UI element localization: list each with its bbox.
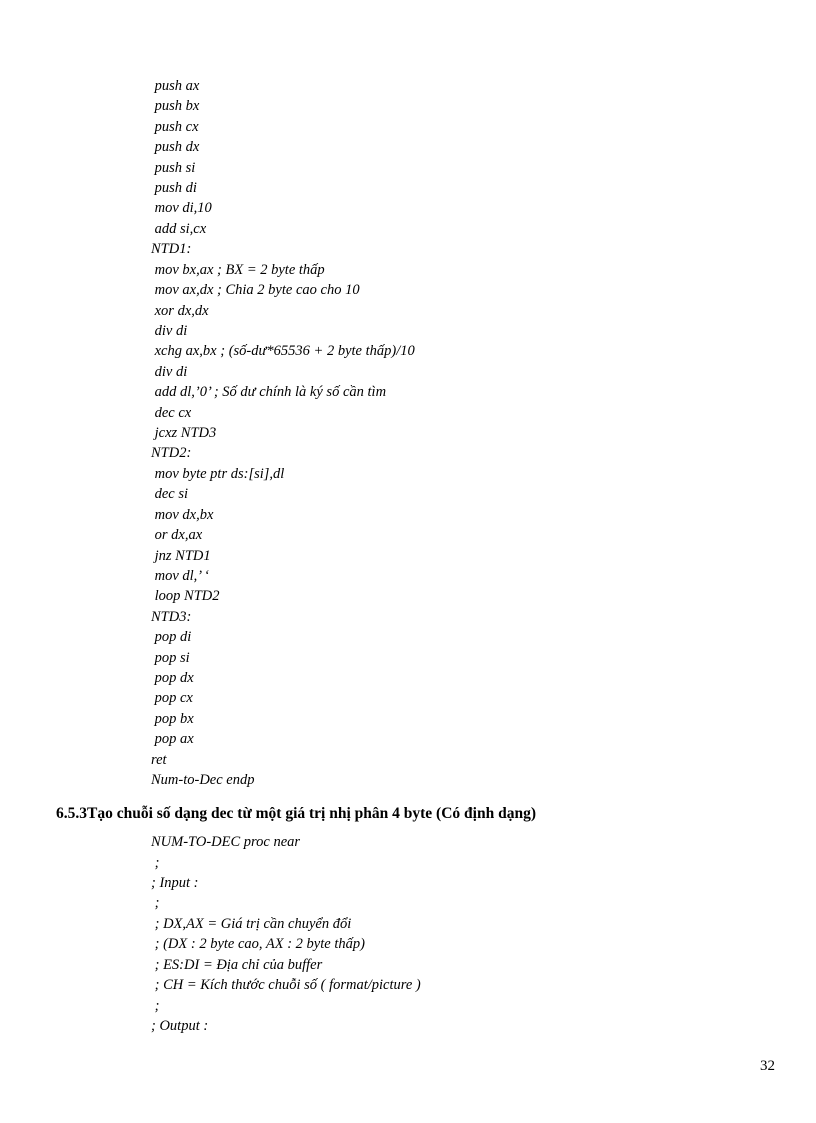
code-line: ; ES:DI = Địa chỉ của buffer	[151, 957, 323, 973]
code-line: ; CH = Kích thước chuỗi số ( format/picture )	[151, 977, 421, 993]
code-line: push di	[151, 180, 197, 196]
code-line: push cx	[151, 119, 199, 135]
code-line: push bx	[151, 98, 200, 114]
code-line: push si	[151, 160, 196, 176]
code-line: push dx	[151, 139, 200, 155]
code-line: loop NTD2	[151, 588, 220, 604]
code-line: mov bx,ax ; BX = 2 byte thấp	[151, 262, 325, 278]
section-heading: 6.5.3Tạo chuỗi số dạng dec từ một giá trị nhị phân 4 byte (Có định dạng)	[56, 805, 536, 822]
code-line: mov di,10	[151, 200, 212, 216]
code-line: ;	[151, 855, 160, 871]
code-line: xchg ax,bx ; (số-dư*65536 + 2 byte thấp)/10	[151, 343, 415, 359]
code-line: add si,cx	[151, 221, 207, 237]
code-line: pop bx	[151, 711, 194, 727]
code-line: pop di	[151, 629, 192, 645]
code-line: mov ax,dx ; Chia 2 byte cao cho 10	[151, 282, 360, 298]
code-line: ; Input :	[151, 875, 199, 891]
code-line: ret	[151, 752, 167, 768]
code-line: div di	[151, 364, 188, 380]
code-line: ;	[151, 895, 160, 911]
code-line: xor dx,dx	[151, 303, 209, 319]
code-line: pop si	[151, 650, 190, 666]
code-line: ; (DX : 2 byte cao, AX : 2 byte thấp)	[151, 936, 365, 952]
code-line: Num-to-Dec endp	[151, 772, 255, 788]
code-line: NUM-TO-DEC proc near	[151, 834, 301, 850]
code-line: NTD1:	[151, 241, 192, 257]
code-line: div di	[151, 323, 188, 339]
code-line: push ax	[151, 78, 200, 94]
code-line: ;	[151, 998, 160, 1014]
code-line: dec si	[151, 486, 189, 502]
code-line: mov byte ptr ds:[si],dl	[151, 466, 285, 482]
code-line: mov dx,bx	[151, 507, 214, 523]
code-line: NTD2:	[151, 445, 192, 461]
code-line: NTD3:	[151, 609, 192, 625]
page-number: 32	[760, 1058, 775, 1074]
code-line: or dx,ax	[151, 527, 203, 543]
code-line: jcxz NTD3	[151, 425, 217, 441]
code-line: ; Output :	[151, 1018, 209, 1034]
code-line: ; DX,AX = Giá trị cần chuyển đổi	[151, 916, 352, 932]
code-line: pop cx	[151, 690, 193, 706]
code-line: pop ax	[151, 731, 194, 747]
code-line: pop dx	[151, 670, 194, 686]
code-line: dec cx	[151, 405, 192, 421]
code-line: jnz NTD1	[151, 548, 211, 564]
code-line: add dl,’0’ ; Số dư chính là ký số cần tìm	[151, 384, 387, 400]
code-line: mov dl,’ ‘	[151, 568, 209, 584]
